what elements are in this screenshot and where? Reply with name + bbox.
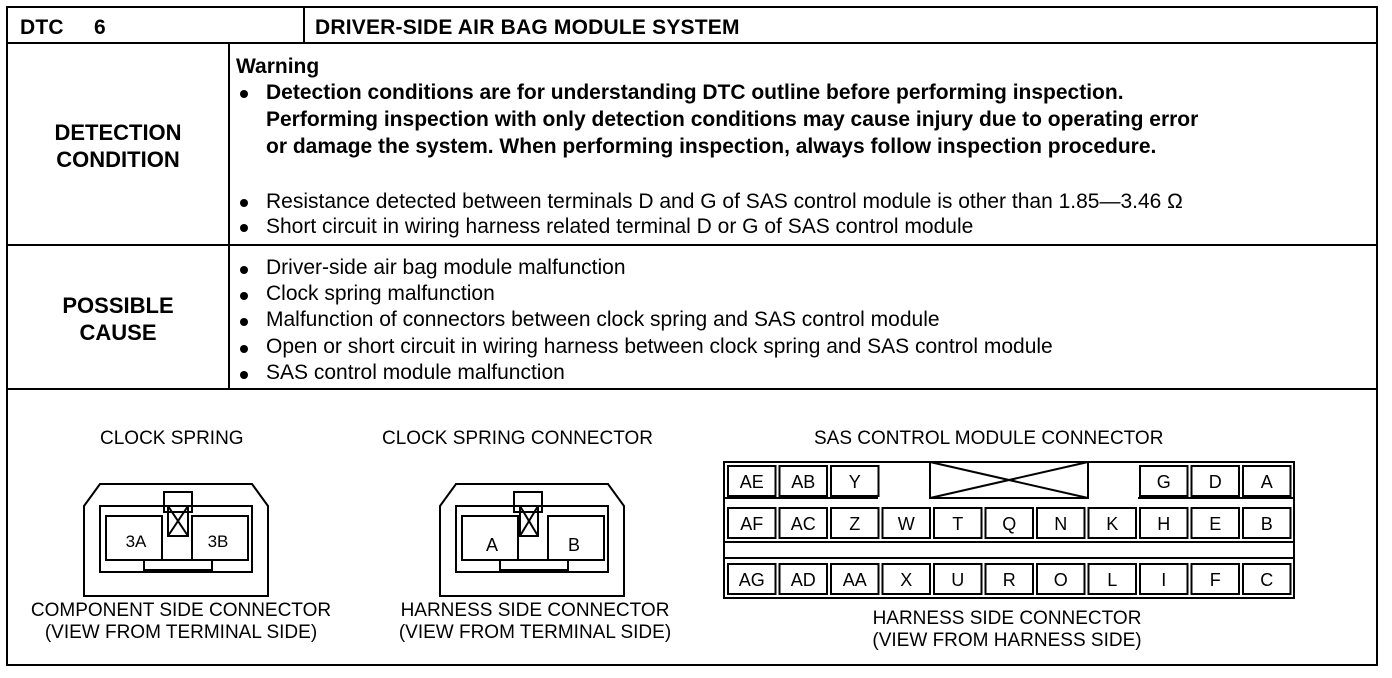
system-title: DRIVER-SIDE AIR BAG MODULE SYSTEM xyxy=(315,16,740,39)
terminal-b: B xyxy=(567,535,581,555)
clock-spring-caption-line1: COMPONENT SIDE CONNECTOR xyxy=(30,600,332,621)
terminal-y: Y xyxy=(848,472,861,492)
terminal-i: I xyxy=(1161,570,1167,590)
sas-terminal-grid xyxy=(728,466,1291,594)
terminal-d: D xyxy=(1208,472,1222,492)
harness-connector-drawing xyxy=(440,484,624,596)
clock-spring-caption-line2: (VIEW FROM TERMINAL SIDE) xyxy=(44,622,318,643)
terminal-a: A xyxy=(485,535,499,555)
cause-item-2: Clock spring malfunction xyxy=(266,282,495,305)
sas-caption xyxy=(824,608,1190,652)
detection-label-line2: CONDITION xyxy=(56,147,180,172)
cause-item-5: SAS control module malfunction xyxy=(266,361,565,384)
condition-1: Resistance detected between terminals D and G of SAS control module is other than 1.85—3.46 Ω xyxy=(266,190,1183,213)
terminal-ae: AE xyxy=(739,472,764,492)
terminal-q: Q xyxy=(1002,514,1017,534)
warning-line-2: Performing inspection with only detection conditions may cause injury due to operating error xyxy=(266,108,1199,131)
dtc-number: 6 xyxy=(94,16,106,39)
terminal-af: AF xyxy=(740,514,764,534)
terminal-aa: AA xyxy=(842,570,867,590)
sas-caption-line2: (VIEW FROM HARNESS SIDE) xyxy=(872,630,1142,651)
sas-connector-title: SAS CONTROL MODULE CONNECTOR xyxy=(814,428,1164,449)
terminal-ag: AG xyxy=(738,570,765,590)
cause-item-3: Malfunction of connectors between clock spring and SAS control module xyxy=(266,308,940,331)
terminal-ac: AC xyxy=(790,514,816,534)
terminal-ab: AB xyxy=(791,472,816,492)
warning-line-1: Detection conditions are for understanding DTC outline before performing inspection. xyxy=(266,81,1124,104)
terminal-b: B xyxy=(1260,514,1273,534)
terminal-h: H xyxy=(1157,514,1171,534)
clock-spring-connector-title: CLOCK SPRING CONNECTOR xyxy=(382,428,653,449)
dtc-label: DTC xyxy=(20,16,64,39)
condition-2: Short circuit in wiring harness related terminal D or G of SAS control module xyxy=(266,215,974,238)
terminal-o: O xyxy=(1053,570,1068,590)
possible-cause-label-line1: POSSIBLE xyxy=(62,293,174,318)
cause-item-4: Open or short circuit in wiring harness between clock spring and SAS control module xyxy=(266,335,1053,358)
clock-spring-title: CLOCK SPRING xyxy=(100,428,244,449)
terminal-3b: 3B xyxy=(207,532,229,551)
terminal-l: L xyxy=(1107,570,1118,590)
harness-caption xyxy=(370,600,700,644)
terminal-z: Z xyxy=(849,514,861,534)
terminal-e: E xyxy=(1209,514,1222,534)
cause-item-1: Driver-side air bag module malfunction xyxy=(266,256,626,279)
terminal-n: N xyxy=(1054,514,1068,534)
terminal-k: K xyxy=(1106,514,1119,534)
detection-label-line1: DETECTION xyxy=(54,120,182,145)
terminal-a: A xyxy=(1260,472,1273,492)
clock-spring-caption xyxy=(8,600,354,644)
terminal-g: G xyxy=(1156,472,1171,492)
terminal-ad: AD xyxy=(790,570,816,590)
harness-caption-line2: (VIEW FROM TERMINAL SIDE) xyxy=(398,622,672,643)
sas-caption-line1: HARNESS SIDE CONNECTOR xyxy=(872,608,1142,629)
harness-caption-line1: HARNESS SIDE CONNECTOR xyxy=(400,600,670,621)
warning-line-3: or damage the system. When performing inspection, always follow inspection procedure. xyxy=(266,135,1157,158)
clock-spring-connector-drawing xyxy=(84,484,268,596)
terminal-c: C xyxy=(1260,570,1274,590)
terminal-r: R xyxy=(1002,570,1016,590)
possible-cause-label-line2: CAUSE xyxy=(79,320,157,345)
terminal-3a: 3A xyxy=(125,532,147,551)
terminal-x: X xyxy=(900,570,913,590)
terminal-f: F xyxy=(1209,570,1221,590)
terminal-t: T xyxy=(952,514,964,534)
warning-title: Warning xyxy=(236,55,320,78)
connector-diagrams xyxy=(8,8,1376,664)
dtc-table xyxy=(6,6,1378,666)
terminal-u: U xyxy=(951,570,965,590)
terminal-w: W xyxy=(897,514,915,534)
